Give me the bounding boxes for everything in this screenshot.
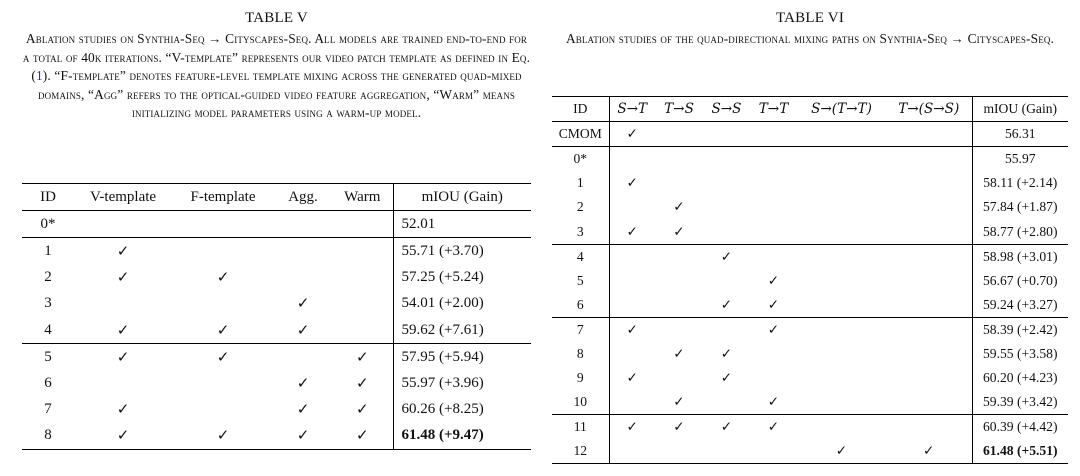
cell-check-3: ✓ [720, 345, 733, 361]
cell-check-6 [886, 366, 972, 390]
table-row [22, 317, 531, 344]
cell-miou: 60.20 (+4.23) [983, 370, 1058, 386]
table-v-caption-part-1: Ablation studies on Synthia-Seq → Cityscapes-Seq. All models are trained end-to-end for a total of 40k iterations. “V-template” represents our video patch template as defined in Eq. ( [22, 31, 531, 84]
cell-check-1 [609, 342, 655, 366]
cell-check-4: ✓ [767, 272, 780, 288]
cell-check-5 [797, 366, 886, 390]
cell-id: CMOM [552, 122, 609, 147]
cell-check-v: ✓ [116, 402, 130, 419]
cell-check-4 [750, 244, 797, 269]
cell-check-agg: ✓ [296, 375, 310, 392]
cell-miou: 60.26 (+8.25) [401, 401, 484, 418]
cell-id: 2 [44, 269, 52, 286]
cell-check-5 [797, 219, 886, 244]
cell-check-5 [797, 195, 886, 219]
header-id: ID [552, 97, 609, 122]
cell-id: 4 [44, 321, 52, 338]
cell-check-2 [655, 122, 703, 147]
cell-check-4: ✓ [767, 321, 780, 337]
header-v-template: V-template [89, 188, 157, 205]
cell-check-agg [274, 211, 332, 238]
cell-id: 12 [552, 439, 609, 464]
cell-check-2 [655, 293, 703, 318]
cell-check-f: ✓ [216, 322, 230, 339]
cell-miou: 59.62 (+7.61) [401, 321, 484, 338]
cell-check-2 [655, 147, 703, 172]
cell-check-6 [886, 390, 972, 415]
cell-miou: 60.39 (+4.42) [983, 419, 1058, 435]
cell-id: 2 [552, 195, 609, 219]
cell-check-v: ✓ [116, 270, 130, 287]
table-row [22, 291, 531, 317]
cell-check-v [74, 291, 172, 317]
table-row [552, 122, 1068, 147]
header-agg: Agg. [288, 188, 318, 205]
cell-check-6 [886, 195, 972, 219]
cell-check-f [172, 291, 274, 317]
cell-miou: 57.25 (+5.24) [401, 269, 484, 286]
cell-check-2 [655, 171, 703, 195]
cell-check-2 [655, 317, 703, 342]
table-vi-label: TABLE VI [775, 10, 845, 26]
cell-check-warm: ✓ [332, 344, 393, 371]
cell-check-5 [797, 293, 886, 318]
cell-check-5 [797, 147, 886, 172]
cell-miou: 57.84 (+1.87) [983, 199, 1058, 215]
cell-miou: 59.24 (+3.27) [983, 296, 1058, 312]
cell-check-3 [703, 219, 750, 244]
cell-check-1 [609, 293, 655, 318]
table-row [552, 317, 1068, 342]
cell-check-1 [609, 269, 655, 293]
table-row [552, 293, 1068, 318]
cell-miou: 55.97 (+3.96) [401, 374, 484, 391]
cell-check-agg: ✓ [296, 296, 310, 313]
cell-check-2: ✓ [673, 345, 685, 361]
cell-miou: 56.31 [1004, 126, 1036, 142]
cell-id: 6 [552, 293, 609, 318]
table-row [22, 423, 531, 450]
cell-check-6: ✓ [886, 439, 972, 464]
cell-miou: 58.77 (+2.80) [983, 223, 1058, 239]
cell-check-f [172, 238, 274, 265]
cell-check-5 [797, 415, 886, 440]
cell-check-5 [797, 317, 886, 342]
cell-id: 4 [552, 244, 609, 269]
cell-check-1: ✓ [626, 175, 638, 191]
table-v-caption-part-2: ). “F-template” denotes feature-level template mixing across the generated quad-mixed domains, “Agg” refers to the optical-guided video feature aggregation, “Warm” means initializing model parameters using a warm-up model. [38, 68, 522, 121]
table-row [22, 370, 531, 396]
cell-check-v: ✓ [116, 428, 130, 445]
cell-id: 5 [552, 269, 609, 293]
cell-check-1: ✓ [626, 126, 638, 142]
cell-id: 3 [44, 295, 52, 312]
cell-check-1: ✓ [626, 223, 638, 239]
table-row [552, 366, 1068, 390]
cell-check-4 [750, 342, 797, 366]
table-row [552, 342, 1068, 366]
cell-check-6 [886, 317, 972, 342]
cell-miou: 61.48 (+5.51) [982, 443, 1058, 459]
cell-check-6 [886, 293, 972, 318]
cell-check-f [172, 397, 274, 423]
cell-miou: 59.39 (+3.42) [983, 394, 1058, 410]
cell-miou: 58.98 (+3.01) [983, 248, 1058, 264]
cell-check-3: ✓ [720, 248, 733, 264]
cell-check-3: ✓ [720, 370, 733, 386]
cell-check-2 [655, 269, 703, 293]
cell-check-2 [655, 439, 703, 464]
cell-check-1 [609, 439, 655, 464]
cell-check-3 [703, 439, 750, 464]
header-miou: mIOU (Gain) [983, 101, 1058, 117]
cell-check-4 [750, 171, 797, 195]
table-vi-block [552, 0, 1068, 459]
cell-check-2 [655, 366, 703, 390]
cell-check-warm [332, 238, 393, 265]
cell-check-4 [750, 366, 797, 390]
header-t-to-t: T→T [758, 101, 789, 118]
cell-check-warm [332, 291, 393, 317]
table-row [552, 244, 1068, 269]
cell-id: 7 [44, 401, 52, 418]
cell-check-1 [609, 195, 655, 219]
table-row [22, 265, 531, 291]
header-t-to-s: T→S [664, 101, 694, 118]
cell-check-4 [750, 122, 797, 147]
cell-check-6 [886, 147, 972, 172]
table-v-label: TABLE V [245, 10, 308, 26]
header-warm: Warm [332, 184, 393, 211]
cell-check-3: ✓ [720, 296, 733, 312]
cell-check-1 [609, 244, 655, 269]
header-miou: mIOU (Gain) [421, 188, 503, 205]
cell-id: 9 [552, 366, 609, 390]
cell-check-3 [703, 195, 750, 219]
cell-id: 1 [552, 171, 609, 195]
cell-id: 8 [44, 427, 52, 444]
cell-miou: 55.97 [1004, 151, 1036, 167]
cell-check-agg [274, 344, 332, 371]
cell-check-6 [886, 269, 972, 293]
cell-id: 5 [44, 348, 52, 365]
cell-check-1 [609, 390, 655, 415]
cell-check-5 [797, 390, 886, 415]
cell-id: 1 [44, 242, 52, 259]
table-row [552, 147, 1068, 172]
cell-check-f: ✓ [216, 270, 230, 287]
cell-check-v: ✓ [116, 349, 130, 366]
header-s-to-s: S→S [711, 101, 742, 118]
cell-check-v: ✓ [116, 322, 130, 339]
table-row [552, 415, 1068, 440]
cell-check-f [172, 370, 274, 396]
table-row [552, 219, 1068, 244]
cell-check-5 [797, 171, 886, 195]
cell-check-3 [703, 390, 750, 415]
cell-id: 3 [552, 219, 609, 244]
cell-check-4: ✓ [767, 419, 780, 435]
cell-check-2 [655, 244, 703, 269]
cell-check-6 [886, 171, 972, 195]
table-vi-header-row [552, 97, 1068, 122]
cell-miou: 52.01 [401, 215, 436, 232]
header-s-to-t: S→T [617, 101, 648, 118]
table-row [22, 344, 531, 371]
cell-check-3: ✓ [720, 419, 733, 435]
cell-miou: 61.48 (+9.47) [401, 427, 484, 444]
cell-id: 0* [40, 215, 56, 232]
cell-id: 0* [552, 147, 609, 172]
table-v-block [22, 0, 531, 445]
cell-check-6 [886, 342, 972, 366]
cell-check-2: ✓ [673, 223, 685, 239]
cell-check-3 [703, 269, 750, 293]
cell-check-agg [274, 238, 332, 265]
header-s-to-tt: S→(T→T) [811, 101, 872, 118]
table-v-caption [22, 30, 531, 123]
table-v-header-row [22, 184, 531, 211]
cell-check-5 [797, 342, 886, 366]
cell-check-warm: ✓ [332, 423, 393, 450]
cell-check-5 [797, 269, 886, 293]
table-vi-caption-block [552, 10, 1068, 49]
cell-check-3 [703, 171, 750, 195]
cell-check-agg: ✓ [296, 322, 310, 339]
table-row [552, 390, 1068, 415]
cell-check-agg [274, 265, 332, 291]
cell-check-3 [703, 147, 750, 172]
cell-check-f [172, 211, 274, 238]
cell-check-warm [332, 265, 393, 291]
cell-check-v [74, 211, 172, 238]
cell-check-v [74, 370, 172, 396]
cell-check-5 [797, 122, 886, 147]
cell-miou: 55.71 (+3.70) [401, 242, 484, 259]
cell-miou: 58.39 (+2.42) [983, 321, 1058, 337]
table-row [552, 439, 1068, 464]
cell-check-3 [703, 317, 750, 342]
cell-check-1: ✓ [626, 370, 638, 386]
cell-miou: 54.01 (+2.00) [401, 295, 484, 312]
header-f-template: F-template [190, 188, 256, 205]
equation-reference-link[interactable]: 1 [35, 68, 43, 84]
cell-check-1 [609, 147, 655, 172]
cell-id: 11 [552, 415, 609, 440]
cell-check-warm: ✓ [332, 370, 393, 396]
table-vi [552, 96, 1068, 464]
cell-check-4: ✓ [767, 296, 780, 312]
cell-miou: 58.11 (+2.14) [983, 175, 1058, 191]
cell-check-agg: ✓ [296, 428, 310, 445]
cell-check-2: ✓ [673, 394, 685, 410]
header-id: ID [40, 188, 56, 205]
header-t-to-ss: T→(S→S) [886, 97, 972, 122]
cell-check-4 [750, 439, 797, 464]
table-row [552, 171, 1068, 195]
cell-check-6 [886, 244, 972, 269]
table-v-caption-block [22, 10, 531, 123]
cell-check-3 [703, 122, 750, 147]
cell-check-f: ✓ [216, 428, 230, 445]
cell-check-1: ✓ [626, 321, 638, 337]
table-row [552, 195, 1068, 219]
cell-check-6 [886, 219, 972, 244]
cell-check-2: ✓ [673, 199, 685, 215]
table-row [552, 269, 1068, 293]
cell-check-v: ✓ [116, 243, 130, 260]
table-vi-caption: Ablation studies of the quad-directional mixing paths on Synthia-Seq → Cityscapes-Seq. [565, 31, 1055, 46]
cell-check-2: ✓ [673, 419, 685, 435]
table-v [22, 183, 531, 450]
cell-check-5 [797, 244, 886, 269]
cell-check-5: ✓ [835, 443, 848, 459]
cell-miou: 57.95 (+5.94) [401, 348, 484, 365]
table-row [22, 238, 531, 265]
cell-id: 10 [552, 390, 609, 415]
cell-check-warm [332, 211, 393, 238]
cell-check-f: ✓ [216, 349, 230, 366]
cell-check-warm: ✓ [332, 397, 393, 423]
cell-check-6 [886, 415, 972, 440]
table-row [22, 211, 531, 238]
cell-check-agg: ✓ [296, 402, 310, 419]
cell-id: 6 [44, 374, 52, 391]
cell-id: 7 [552, 317, 609, 342]
cell-check-warm [332, 317, 393, 344]
cell-check-1: ✓ [626, 419, 638, 435]
cell-check-4 [750, 147, 797, 172]
cell-check-4 [750, 219, 797, 244]
cell-check-4: ✓ [767, 394, 780, 410]
cell-check-6 [886, 122, 972, 147]
cell-miou: 59.55 (+3.58) [983, 345, 1058, 361]
table-row [22, 397, 531, 423]
cell-id: 8 [552, 342, 609, 366]
cell-check-4 [750, 195, 797, 219]
cell-miou: 56.67 (+0.70) [983, 272, 1058, 288]
